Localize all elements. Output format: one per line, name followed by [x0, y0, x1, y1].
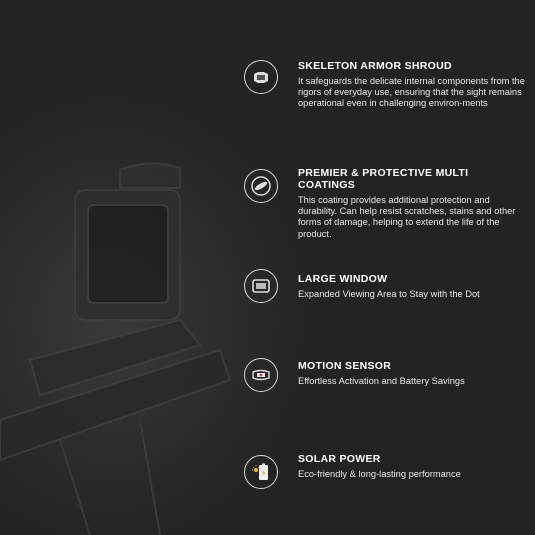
feature-description: Expanded Viewing Area to Stay with the Dot — [298, 289, 480, 299]
feature-title: LARGE WINDOW — [298, 273, 388, 285]
motion-sensor-icon — [244, 358, 278, 392]
window-icon — [244, 269, 278, 303]
feature-description: Eco-friendly & long-lasting performance — [298, 469, 461, 479]
feature-title: SOLAR POWER — [298, 453, 381, 465]
feature-description: It safeguards the delicate internal components from the rigors of everyday use, ensuring that the sight remains operational even in challenging environ-ments — [298, 76, 525, 109]
feature-title: SKELETON ARMOR SHROUD — [298, 60, 452, 72]
solar-battery-icon — [244, 455, 278, 489]
lens-coating-icon — [244, 169, 278, 203]
armor-shroud-icon — [244, 60, 278, 94]
feature-description: This coating provides additional protection and durability. Can help resist scratches, stains and other forms of damage, helping to extend the life of the product. — [298, 195, 516, 239]
feature-title: PREMIER & PROTECTIVE MULTI COATINGS — [298, 167, 469, 191]
feature-title: MOTION SENSOR — [298, 360, 392, 372]
feature-description: Effortless Activation and Battery Savings — [298, 376, 465, 386]
